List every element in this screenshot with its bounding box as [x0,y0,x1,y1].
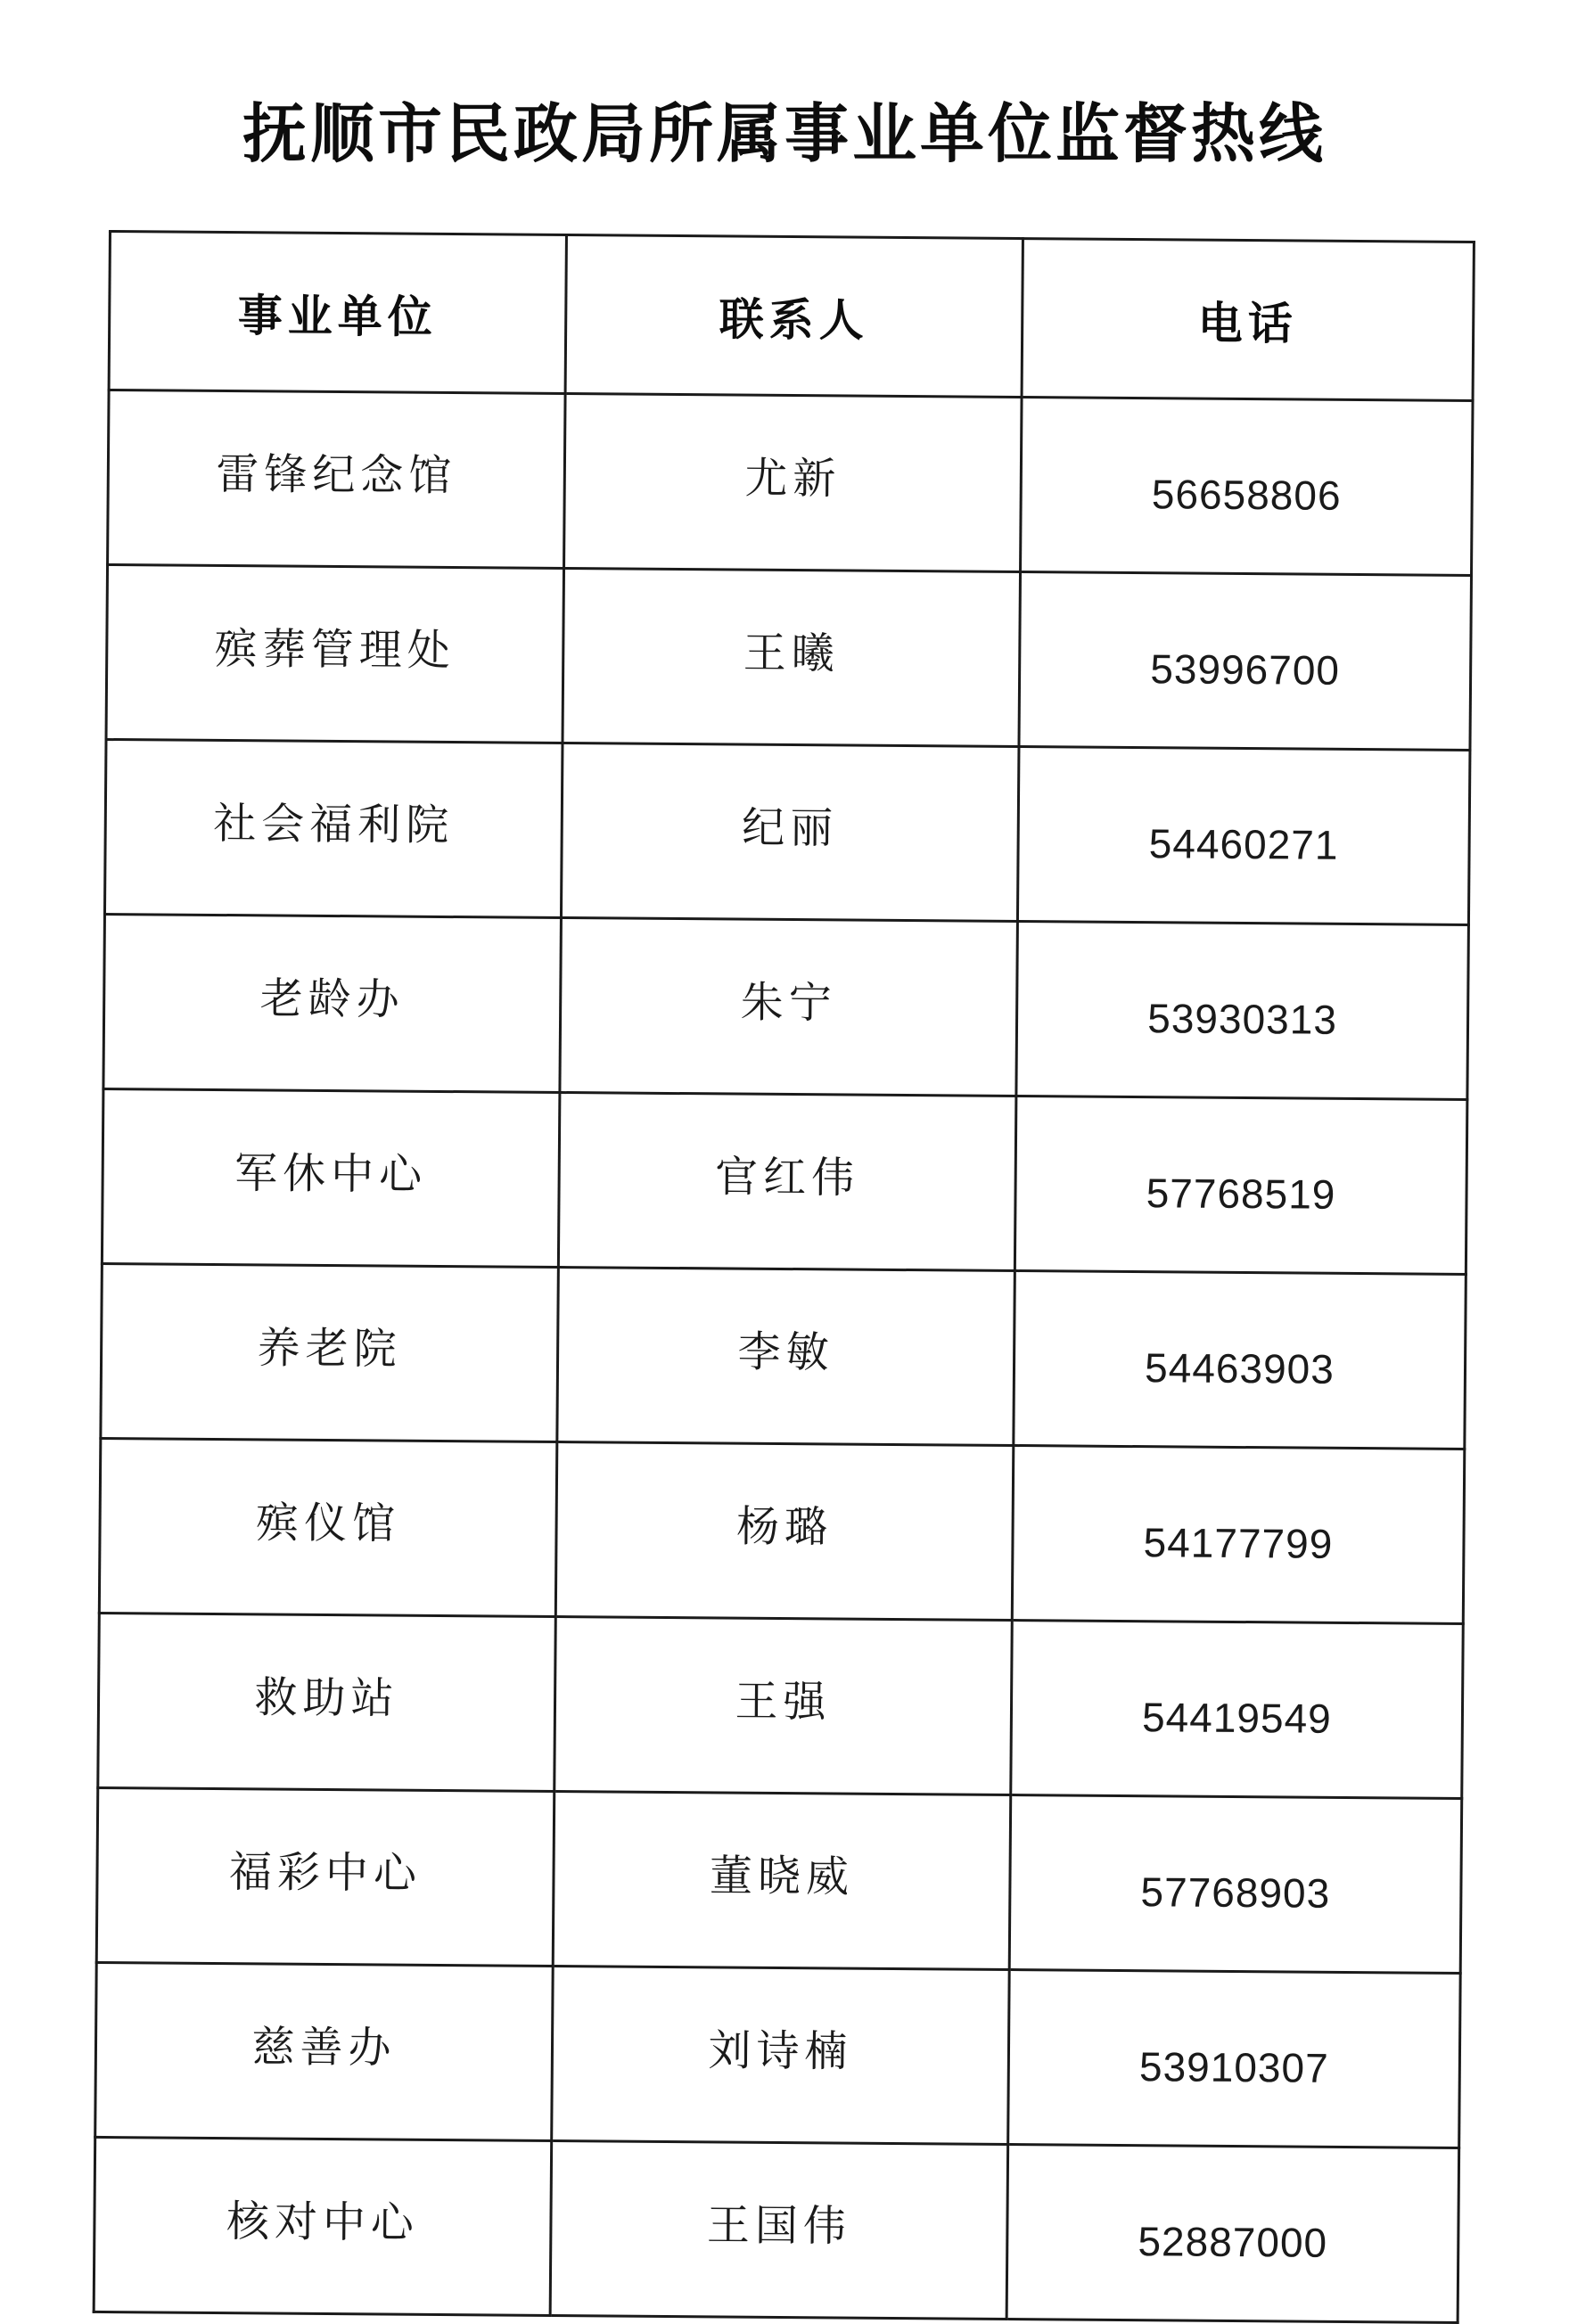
phone-cell: 54463903 [1014,1271,1466,1449]
unit-cell: 殡葬管理处 [106,565,564,743]
table-row [103,914,1468,1099]
table-row [96,1787,1461,1973]
document-title: 抚顺市民政局所属事业单位监督热线 [242,96,1327,171]
phone-cell: 53910307 [1008,1969,1461,2147]
unit-cell: 殡仪馆 [99,1438,557,1616]
phone-cell: 53930313 [1016,922,1469,1100]
table-header-row [109,232,1474,401]
table-row [104,739,1469,924]
contact-cell: 朱宁 [560,918,1018,1096]
table-row [101,1263,1466,1449]
contact-cell: 李敏 [557,1267,1015,1445]
table-row [98,1613,1463,1798]
table-row [99,1438,1464,1623]
phone-cell: 53996700 [1019,572,1472,751]
contact-cell: 王曦 [563,569,1021,747]
contact-cell: 纪丽 [561,743,1019,922]
contact-cell: 尤新 [564,394,1023,572]
unit-cell: 福彩中心 [96,1787,554,1966]
phone-cell: 56658806 [1021,398,1474,576]
unit-cell: 慈善办 [95,1962,554,2140]
unit-cell: 养老院 [101,1263,559,1441]
unit-cell: 救助站 [98,1613,556,1791]
table-row [95,1962,1460,2147]
phone-cell: 54419549 [1011,1621,1464,1799]
contact-cell: 官红伟 [558,1093,1016,1271]
header-contact: 联系人 [565,235,1023,398]
unit-cell: 核对中心 [94,2137,552,2315]
header-phone: 电话 [1022,239,1474,401]
contact-cell: 王国伟 [550,2140,1008,2319]
header-unit: 事业单位 [109,232,566,394]
table-row [102,1088,1466,1274]
phone-cell: 54177799 [1012,1446,1465,1624]
unit-cell: 老龄办 [103,914,562,1092]
table-row [94,2137,1458,2322]
table-row [106,565,1471,751]
unit-cell: 雷锋纪念馆 [108,390,566,569]
contact-cell: 董晓威 [553,1791,1011,1969]
hotline-table [93,230,1475,2324]
unit-cell: 军休中心 [102,1088,560,1267]
phone-cell: 54460271 [1017,747,1470,925]
contact-cell: 杨璐 [555,1441,1014,1620]
phone-cell: 52887000 [1006,2144,1459,2322]
contact-cell: 刘诗楠 [552,1966,1010,2144]
unit-cell: 社会福利院 [104,739,563,917]
contact-cell: 王强 [554,1616,1013,1794]
table-row [108,390,1473,576]
phone-cell: 57768903 [1009,1795,1462,1974]
phone-cell: 57768519 [1015,1096,1467,1275]
